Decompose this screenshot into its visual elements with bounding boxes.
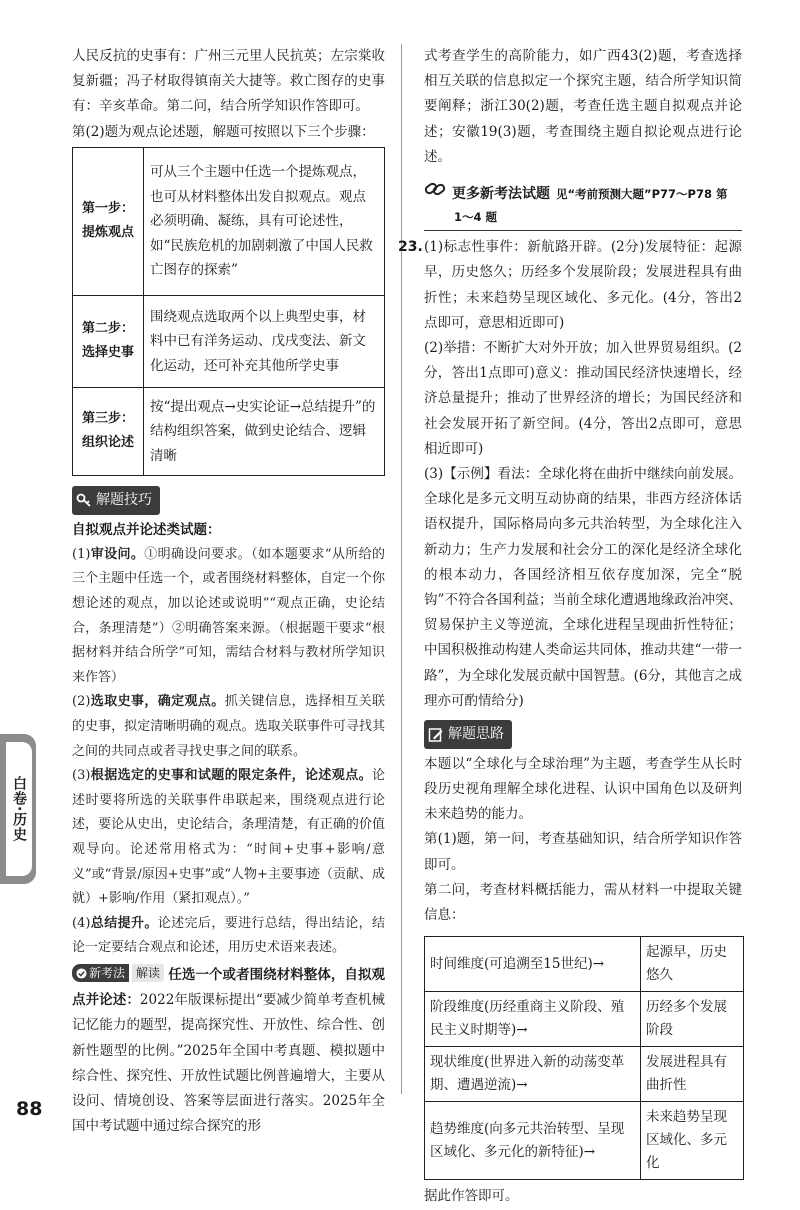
- newexam-badge-dark: 新考法: [72, 964, 129, 982]
- table-cell: 时间维度(可追溯至15世纪)→: [425, 937, 641, 992]
- tip-item: (3)根据选定的史事和试题的限定条件，论述观点。论述时要将所选的关联事件串联起来，围绕观点进行论述，要论从史出，史论结合，条理清楚，有正确的价值观导向。论述常用格式为：“时间+史事+影响/意义”或“背景/原因+史事”或“人物+主要事迹（贡献、成就）+影响/作用（紧扣观点）。”: [72, 768, 385, 907]
- table-cell: 现状维度(世界进入新的动荡变革期、遭遇逆流)→: [425, 1047, 641, 1102]
- answer-part: (2)举措：不断扩大对外开放；加入世界贸易组织。(2分，答出1点即可)意义：推动国民经济快速增长，经济总量提升；推动了世界经济的增长；为国民经济和社会发展开拓了新空间。(4分，答出2点即可，意思相近即可): [424, 340, 742, 457]
- think-paragraph: 本题以“全球化与全球治理”为主题，考查学生从长时段历史视角理解全球化进程、认识中国角色以及研判未来趋势的能力。: [424, 755, 742, 823]
- intro-paragraph: 人民反抗的史事有：广州三元里人民抗英；左宗棠收复新疆；冯子材取得镇南关大捷等。救亡图存的史事有：辛亥革命。第二问，结合所学知识作答即可。: [72, 48, 385, 115]
- think-paragraph: 第二问，考查材料概括能力，需从材料一中提取关键信息：: [424, 881, 742, 924]
- tips-badge-label: 解题技巧: [96, 491, 152, 508]
- table-cell: 未来趋势呈现区域化、多元化: [641, 1102, 744, 1180]
- steps-table: [72, 147, 385, 476]
- pencil-icon: [428, 727, 444, 743]
- table-row: [425, 992, 744, 1047]
- tip-item: (4)总结提升。论述完后，要进行总结，得出结论，结论一定要结合观点和论述，用历史术语来表述。: [72, 915, 385, 956]
- more-questions-ref-2: 1～4 题: [424, 207, 742, 231]
- table-cell: 起源早，历史悠久: [641, 937, 744, 992]
- key-icon: [76, 492, 92, 508]
- newexam-paragraph: [72, 963, 385, 1139]
- question-23-answer: [398, 235, 742, 714]
- answer-part: (3)【示例】看法：全球化将在曲折中继续向前发展。全球化是多元文明互动协商的结果，非西方经济体话语权提升，国际格局向多元共治转型，为全球化注入新动力；生产力发展和社会分工的深化是经济全球化的根本动力，各国经济相互依存度加深，完全“脱钩”不符合各国利益；当前全球化遭遇地缘政治冲突、贸易保护主义等逆流，全球化进程呈现曲折性特征；中国积极推动构建人类命运共同体，推动共建“一带一路”，为全球化发展贡献中国智慧。(6分，其他言之成理亦可酌情给分): [424, 466, 742, 709]
- step-row: [73, 147, 385, 295]
- more-questions-title: 更多新考法试题: [452, 186, 550, 203]
- info-table: [424, 936, 744, 1180]
- tips-title: 自拟观点并论述类试题：: [72, 521, 221, 538]
- newexam-bold: 任选一个或者围绕材料整体，自拟观点并论述：: [72, 966, 386, 1009]
- left-column: [72, 44, 385, 1139]
- tip-item: (1)审设问。①明确设问要求。（如本题要求“从所给的三个主题中任选一个，或者围绕材料整体，自定一个你想论述的观点，加以论述或说明”“观点正确，史论结合，条理清楚”）②明确答案来源。（根据题干要求“根据材料并结合所学”可知，需结合材料与教材所学知识来作答）: [72, 546, 385, 685]
- newexam-text: 2022年版课标提出“要减少简单考查机械记忆能力的题型，提高探究性、开放性、综合性、创新性题型的比例。”2025年全国中考真题、模拟题中综合性、探究性、开放性试题比例普遍增大，主要从设问、情境创设、答案等层面进行落实。2025年全国中考试题中通过综合探究的形: [72, 992, 386, 1135]
- think-badge: [424, 720, 512, 749]
- table-cell: 阶段维度(历经重商主义阶段、殖民主义时期等)→: [425, 992, 641, 1047]
- step-body: 按“提出观点→史实论证→总结提升”的结构组织答案，做到史论结合、逻辑清晰: [144, 387, 385, 475]
- tail-text: 据此作答即可。: [424, 1188, 519, 1205]
- table-row: [425, 1102, 744, 1180]
- more-questions-ref: 见“考前预测大题”P77～P78 第: [556, 187, 728, 202]
- step-row: [73, 387, 385, 475]
- table-row: [425, 937, 744, 992]
- tips-badge: [72, 486, 160, 515]
- right-column: [398, 44, 742, 1210]
- table-cell: 发展进程具有曲折性: [641, 1047, 744, 1102]
- step-body: 可从三个主题中任选一个提炼观点，也可从材料整体出发自拟观点。观点必须明确、凝练，具有可论述性，如“民族危机的加剧刺激了中国人民救亡图存的探索”: [144, 147, 385, 295]
- table-row: [425, 1047, 744, 1102]
- step-head: 第一步：提炼观点: [73, 147, 144, 295]
- table-cell: 历经多个发展阶段: [641, 992, 744, 1047]
- step-head: 第二步：选择史事: [73, 295, 144, 387]
- step-head: 第三步：组织论述: [73, 387, 144, 475]
- check-icon: [76, 968, 87, 979]
- side-tab-label: 白卷·历史: [11, 775, 27, 843]
- tip-item: (2)选取史事，确定观点。抓关键信息，选择相互关联的史事，拟定清晰明确的观点。选取关联事件可寻找其之间的共同点或者寻找史事之间的联系。: [72, 694, 385, 759]
- question-number: 23.: [398, 239, 423, 256]
- think-paragraph: 第(1)题，第一问，考查基础知识，结合所学知识作答即可。: [424, 831, 742, 873]
- more-questions-header: [424, 180, 742, 207]
- step-body: 围绕观点选取两个以上典型史事，材料中已有洋务运动、戊戌变法、新文化运动，还可补充其他所学史事: [144, 295, 385, 387]
- page-number: 88: [16, 1098, 43, 1120]
- newexam-badge: [72, 964, 164, 982]
- think-badge-label: 解题思路: [448, 726, 504, 743]
- newexam-badge-light: 解读: [132, 964, 164, 982]
- answer-part: (1)标志性事件：新航路开辟。(2分)发展特征：起源早，历史悠久；历经多个发展阶段；发展进程具有曲折性；未来趋势呈现区域化、多元化。(4分，答出2点即可，意思相近即可): [424, 239, 742, 331]
- column-divider: [401, 44, 402, 1094]
- link-icon: [424, 180, 446, 207]
- intro-paragraph-2: 第(2)题为观点论述题，解题可按照以下三个步骤：: [72, 123, 375, 140]
- step-row: [73, 295, 385, 387]
- continued-paragraph: 式考查学生的高阶能力，如广西43(2)题，考查选择相互关联的信息拟定一个探究主题，结合所学知识简要阐释；浙江30(2)题，考查任选主题自拟观点并论述；安徽19(3)题，考查围绕主题自拟论观点进行论述。: [424, 48, 742, 165]
- side-tab: [0, 734, 36, 884]
- table-cell: 趋势维度(向多元共治转型、呈现区域化、多元化的新特征)→: [425, 1102, 641, 1180]
